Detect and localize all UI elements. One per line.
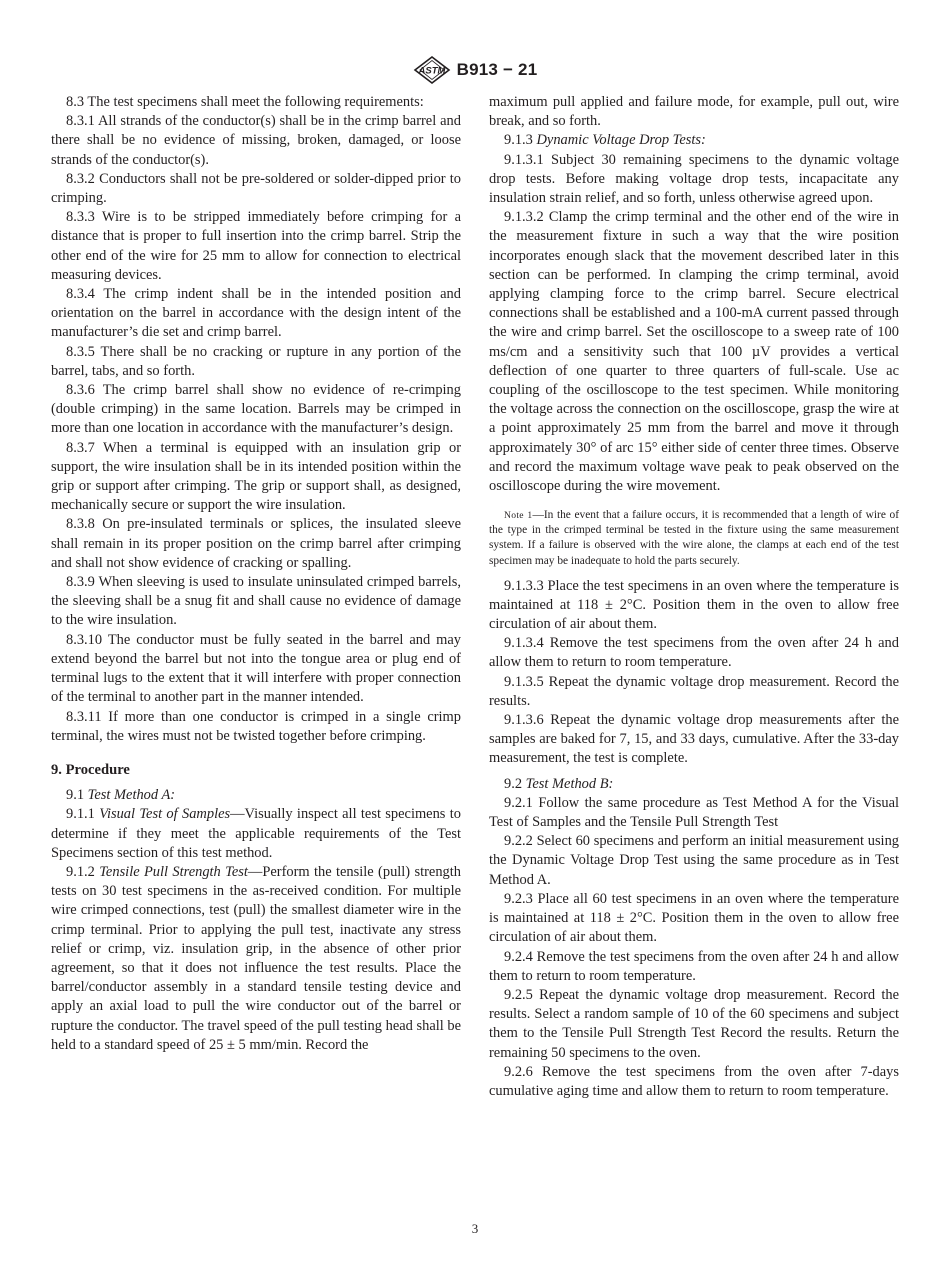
svg-text:ASTM: ASTM xyxy=(418,65,446,77)
paragraph-8-3-8: 8.3.8 On pre-insulated terminals or splices, the insulated sleeve shall remain in its proper position on the crimp barrel after crimping and shall not show evidence of cracking or spalling. xyxy=(51,516,461,571)
paragraph-9-1-3-1: 9.1.3.1 Subject 30 remaining specimens to the dynamic voltage drop tests. Before making voltage drop tests, incapacitate any insulation strain relief, and so forth, unless otherwise agreed upon. xyxy=(489,151,900,207)
paragraph-9-1-3-4: 9.1.3.4 Remove the test specimens from the oven after 24 h and allow them to return to room temperature. xyxy=(489,635,899,671)
paragraph-8-3-11: 8.3.11 If more than one conductor is crimped in a single crimp terminal, the wires must not be twisted together before crimping. xyxy=(51,708,461,744)
paragraph-9-1-2: 9.1.2 Tensile Pull Strength Test—Perform the tensile (pull) strength tests on 30 test specimens in the as-received condition. For multiple wire crimped connections, test (pull) the smallest diameter wire in the crimp terminal. Prior to applying the pull test, inactivate any stress relief or crimp, viz. insulation grip, in the absence of other prior agreement, so that it does not influence the test results. Place the barrel/conductor assembly in a standard tensile testing device and apply an axial load to pull the wire conductor out of the barrel or rupture the conductor. The travel speed of the pull testing head shall be held to a standard speed of 25 ± 5 mm/min. Record the xyxy=(51,863,461,1053)
paragraph-9-1-3-2: 9.1.3.2 Clamp the crimp terminal and the other end of the wire in the measurement fixture in such a way that the wire position incorporates enough slack that the movement described later in this section can be performed. In clamping the crimp terminal, avoid applying clamping force to the crimp barrel. Secure electrical connections shall be established and a 100-mA current passed through the wire and crimp barrel. Set the oscilloscope to a sweep rate of 100 ms/cm and a sensitivity such that 100 µV provides a vertical deflection of one quarter to three quarters of full-scale. Use ac coupling of the oscilloscope to the test specimen. While monitoring the voltage across the connection on the oscilloscope, grasp the wire at a point approximately 25 mm from the barrel and move it through approximately 30° of arc 15° either side of center three times. Observe and record the maximum voltage wave peak to peak observed on the oscilloscope during the wire movement. xyxy=(489,209,899,495)
paragraph-9-2-6: 9.2.6 Remove the test specimens from the oven after 7-days cumulative aging time and allow them to return to room temperature. xyxy=(489,1063,900,1099)
left-column xyxy=(51,93,461,1055)
paragraph-8-3-10: 8.3.10 The conductor must be fully seated in the barrel and may extend beyond the barrel but not into the tongue area or plug end of terminal lugs to the extent that it will interfere with proper connection of the terminal to another part in the manner intended. xyxy=(51,631,461,706)
paragraph-8-3-3: 8.3.3 Wire is to be stripped immediately before crimping for a distance that is proper to full insertion into the crimp barrel. Strip the other end of the wire for 25 mm to allow for connection to electrical measuring devices. xyxy=(51,209,461,283)
note-label: Note 1 xyxy=(504,510,533,522)
paragraph-9-2-3: 9.2.3 Place all 60 test specimens in an oven where the temperature is maintained at 118 ± 2°C. Position them in the oven to allow free circulation of air about them. xyxy=(489,890,899,946)
paragraph-8-3-6: 8.3.6 The crimp barrel shall show no evidence of re-crimping (double crimping) in the same location. Barrels may be crimped in more than one location in accordance with the manufacturer’s design. xyxy=(51,382,461,437)
paragraph-9-1-1: 9.1.1 Visual Test of Samples—Visually inspect all test specimens to determine if they meet the applicable requirements of the Test Specimens section of this test method. xyxy=(51,806,461,861)
section-heading-procedure: 9. Procedure xyxy=(51,761,130,778)
page-number: 3 xyxy=(471,1221,479,1236)
page-header xyxy=(0,56,950,84)
right-column xyxy=(489,93,899,1101)
astm-logo-icon xyxy=(413,56,451,84)
standard-designation: B913 − 21 xyxy=(456,60,538,79)
paragraph-8-3-4: 8.3.4 The crimp indent shall be in the intended position and orientation on the barrel in accordance with the design intent of the manufacturer’s die set and crimp barrel. xyxy=(51,286,461,341)
paragraph-9-1: 9.1 Test Method A: xyxy=(66,787,176,804)
paragraph-9-2: 9.2 Test Method B: xyxy=(504,775,614,792)
paragraph-9-1-3-5: 9.1.3.5 Repeat the dynamic voltage drop measurement. Record the results. xyxy=(489,673,899,709)
paragraph-9-1-3: 9.1.3 Dynamic Voltage Drop Tests: xyxy=(504,132,706,149)
paragraph-8-3-5: 8.3.5 There shall be no cracking or rupture in any portion of the barrel, tabs, and so forth. xyxy=(51,343,461,379)
paragraph-continued: maximum pull applied and failure mode, for example, pull out, wire break, and so forth. xyxy=(489,94,899,130)
paragraph-8-3-2: 8.3.2 Conductors shall not be pre-soldered or solder-dipped prior to crimping. xyxy=(51,170,462,207)
paragraph-9-2-4: 9.2.4 Remove the test specimens from the oven after 24 h and allow them to return to room temperature. xyxy=(489,948,900,984)
paragraph-9-2-5: 9.2.5 Repeat the dynamic voltage drop measurement. Record the results. Select a random sample of 10 of the 60 specimens and subject them to the Tensile Pull Strength Test Record the results. Return the remaining 50 specimens to the oven. xyxy=(489,986,899,1061)
note-1: Note 1—In the event that a failure occurs, it is recommended that a length of wire of the type in the crimped terminal be tested in the fixture using the same measurement system. If a failure is observed with the wire alone, the clamps at each end of the test specimen may be inadequate to hold the parts securely. xyxy=(489,509,899,567)
paragraph-9-1-3-6: 9.1.3.6 Repeat the dynamic voltage drop measurements after the samples are baked for 7, 15, and 33 days, cumulative. After the 33-day measurement, the test is complete. xyxy=(489,712,900,767)
paragraph-9-2-1: 9.2.1 Follow the same procedure as Test Method A for the Visual Test of Samples and the Tensile Pull Strength Test xyxy=(489,794,899,831)
paragraph-8-3-7: 8.3.7 When a terminal is equipped with an insulation grip or support, the wire insulation shall be in its intended position within the grip or support after crimping. The grip or support shall, as designed, mechanically secure or support the wire insulation. xyxy=(51,439,461,514)
paragraph-9-2-2: 9.2.2 Select 60 specimens and perform an initial measurement using the Dynamic Voltage Drop Test using the same procedure as in Test Method A. xyxy=(489,833,900,888)
paragraph-8-3: 8.3 The test specimens shall meet the following requirements: xyxy=(66,94,424,110)
paragraph-9-1-3-3: 9.1.3.3 Place the test specimens in an oven where the temperature is maintained at 118 ± 2°C. Position them in the oven to allow free circulation of air about them. xyxy=(489,577,899,633)
paragraph-8-3-1: 8.3.1 All strands of the conductor(s) shall be in the crimp barrel and there shall be no evidence of missing, broken, damaged, or loose strands of the conductor(s). xyxy=(51,113,461,168)
paragraph-8-3-9: 8.3.9 When sleeving is used to insulate uninsulated crimped barrels, the sleeving shall be a snug fit and shall cause no evidence of damage to the wire insulation. xyxy=(51,574,461,629)
